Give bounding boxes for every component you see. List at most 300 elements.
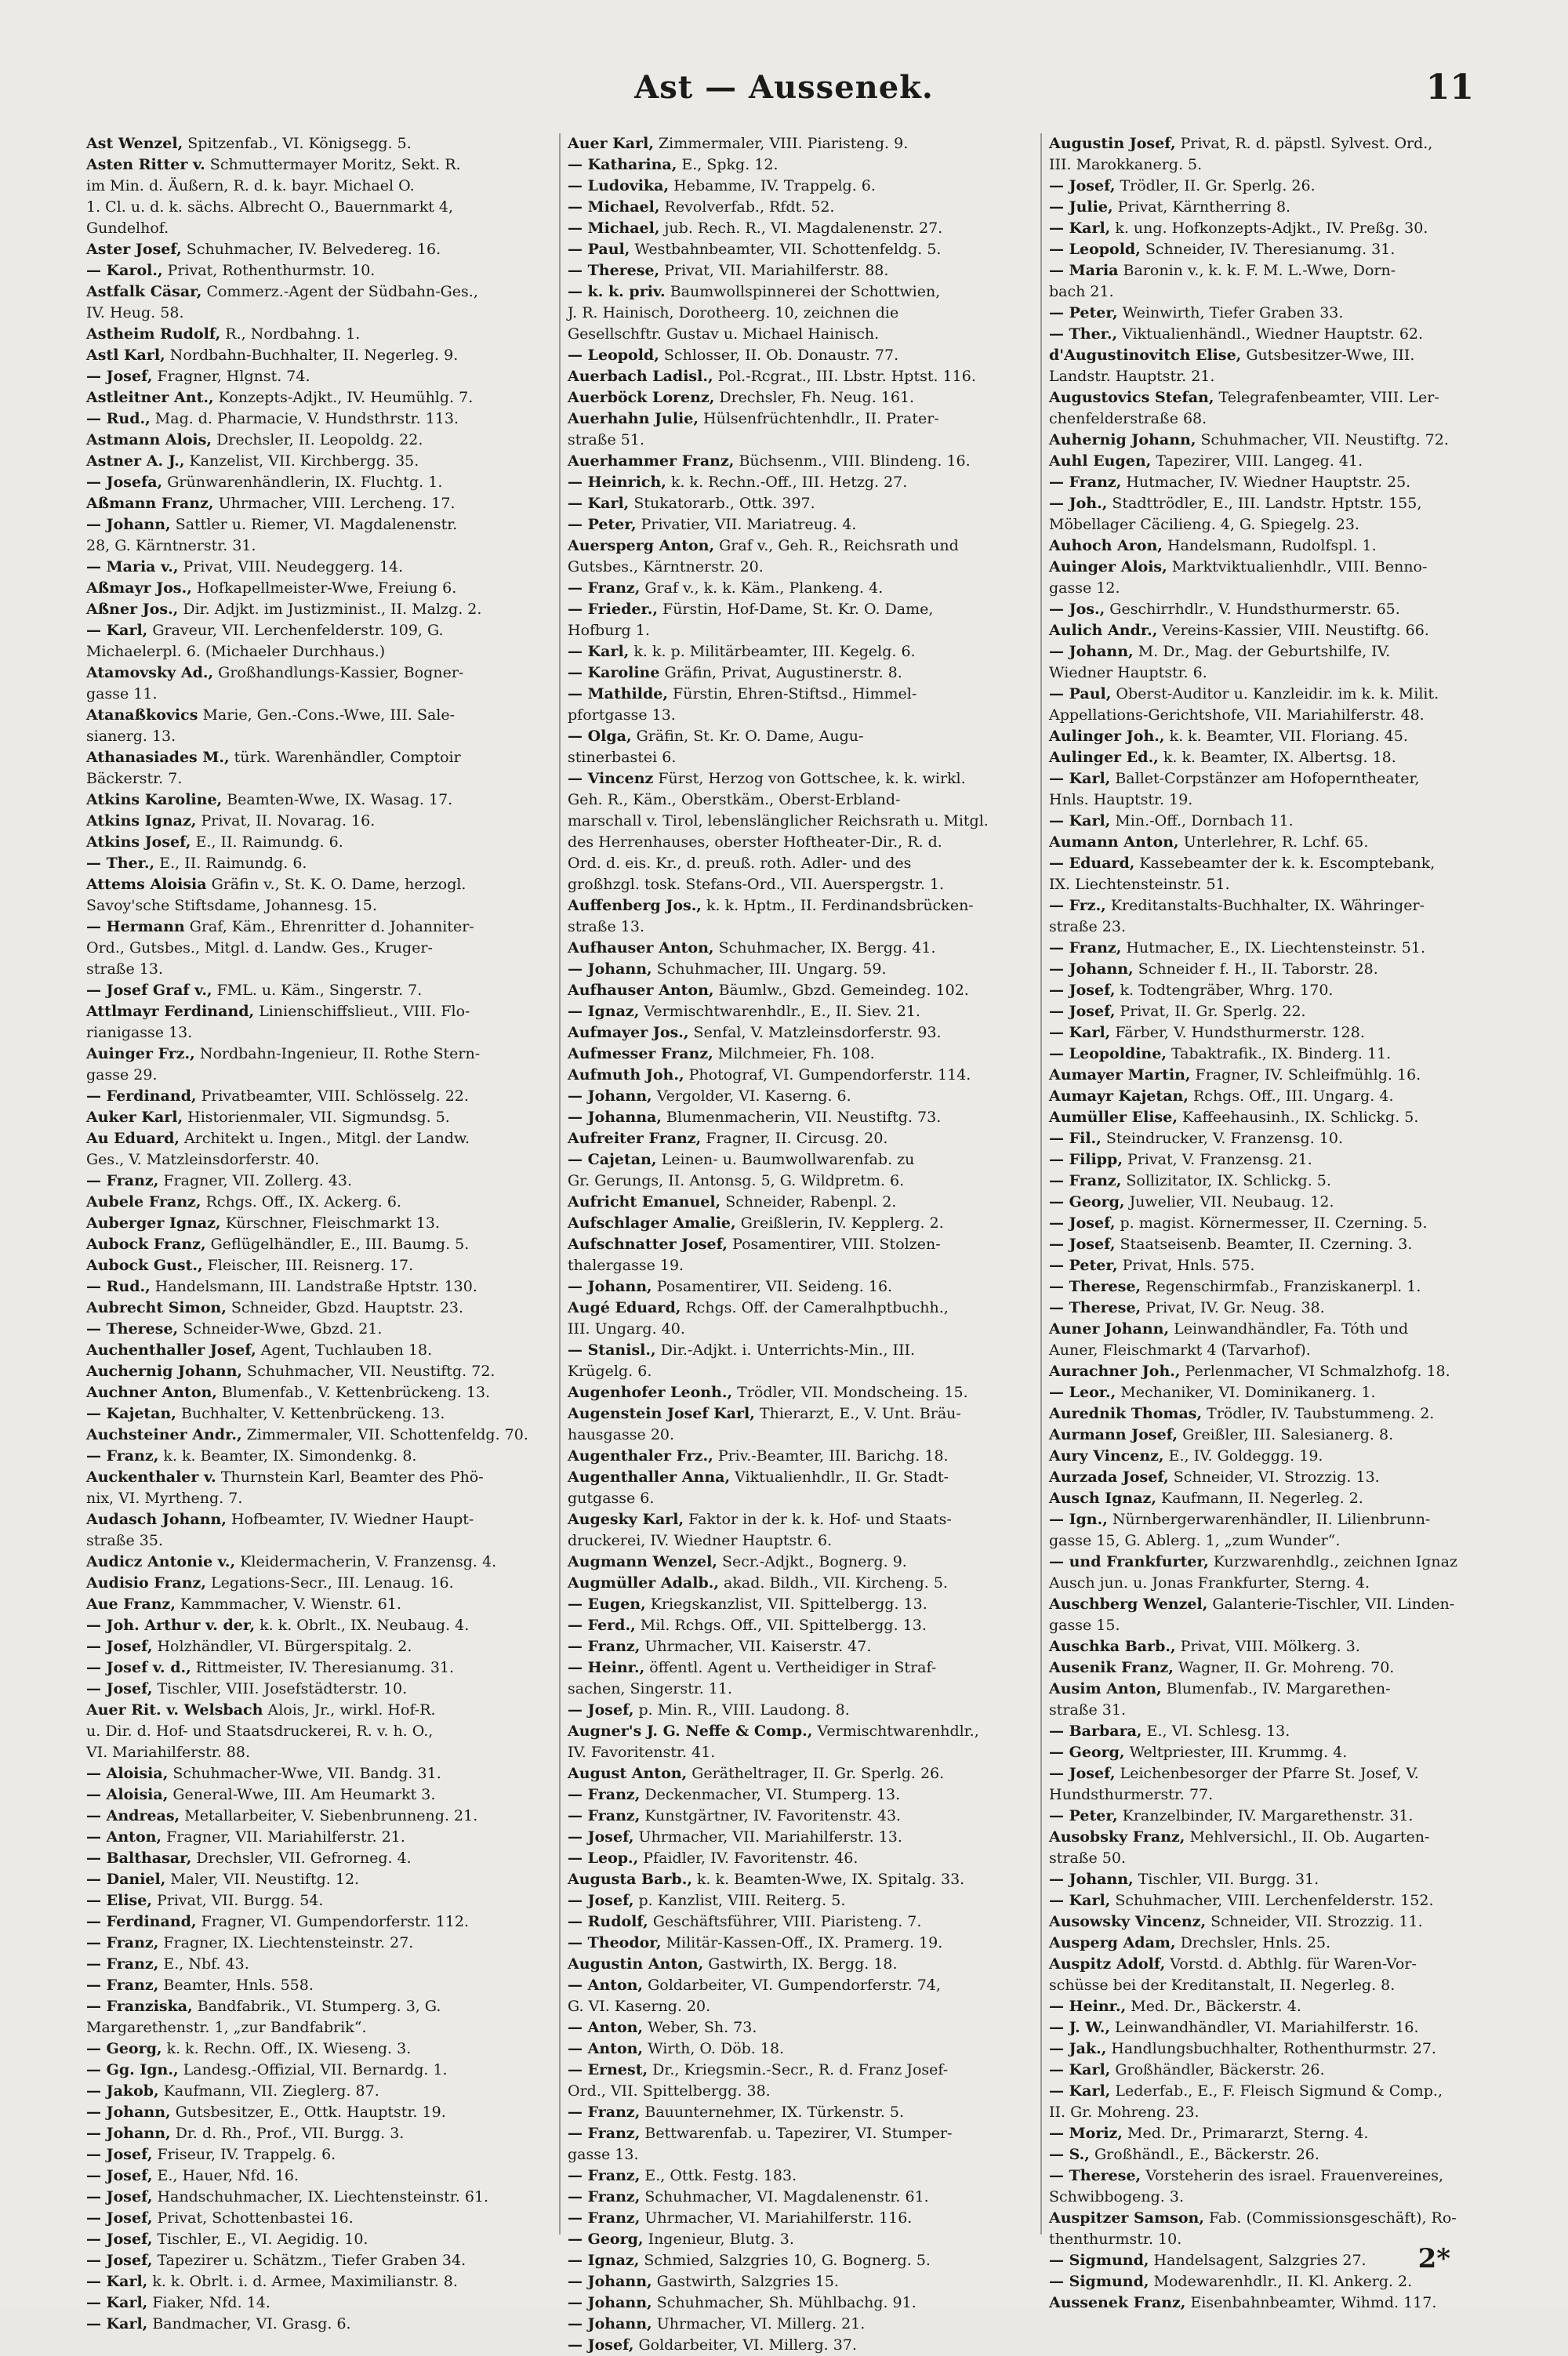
entry-details: marschall v. Tirol, lebenslänglicher Reichsrath u. Mitgl.	[568, 812, 989, 830]
entry-name: — Therese,	[1049, 1299, 1142, 1316]
directory-entry	[568, 874, 1032, 895]
entry-name: — Paul,	[568, 241, 630, 258]
directory-entry	[568, 2017, 1032, 2038]
entry-details: Perlenmacher, VI Schmalzhofg. 18.	[1185, 1363, 1450, 1380]
entry-name: — Ignaz,	[568, 2252, 640, 2269]
directory-entry	[86, 1806, 550, 1827]
entry-name: — Aloisia,	[86, 1765, 169, 1782]
entry-details: Gutsbesitzer, E., Ottk. Hauptstr. 19.	[175, 2104, 446, 2121]
entry-name: Aßmann Franz,	[86, 495, 214, 512]
entry-name: Atamovsky Ad.,	[86, 664, 214, 681]
entry-details: Juwelier, VII. Neubaug. 12.	[1129, 1193, 1334, 1211]
entry-details: Vorstd. d. Abthlg. für Waren-Vor-	[1170, 1955, 1417, 1973]
directory-entry	[568, 1255, 1032, 1276]
directory-entry	[1049, 1636, 1513, 1657]
entry-name: — Johann,	[1049, 643, 1134, 660]
directory-entry	[86, 1403, 550, 1425]
directory-entry	[86, 1594, 550, 1615]
directory-entry	[1049, 1573, 1513, 1594]
entry-details: G. VI. Kaserng. 20.	[568, 1998, 711, 2015]
entry-name: — Franz,	[86, 1977, 159, 1994]
directory-entry	[86, 1530, 550, 1552]
entry-name: Aubele Franz,	[86, 1193, 201, 1211]
entry-details: Secr.-Adjkt., Bognerg. 9.	[721, 1553, 907, 1570]
directory-entry	[568, 2060, 1032, 2081]
entry-details: p. magist. Körnermesser, II. Czerning. 5.	[1120, 1214, 1428, 1232]
entry-details: Marie, Gen.-Cons.-Wwe, III. Sale-	[202, 706, 456, 724]
directory-entry	[1049, 387, 1513, 408]
entry-name: Auerhahn Julie,	[568, 410, 699, 427]
column-divider	[559, 133, 561, 2234]
entry-details: u. Dir. d. Hof- und Staatsdruckerei, R. v. h. O.,	[86, 1723, 434, 1740]
entry-details: Senfal, V. Matzleinsdorferstr. 93.	[693, 1024, 942, 1041]
entry-details: Oberst-Auditor u. Kanzleidir. im k. k. Milit.	[1116, 685, 1439, 702]
entry-details: Großhandlungs-Kassier, Bogner-	[218, 664, 464, 681]
entry-details: Sattler u. Riemer, VI. Magdalenenstr.	[175, 516, 458, 533]
directory-entry	[86, 1784, 550, 1806]
entry-name: — Franz,	[1049, 939, 1122, 957]
entry-details: p. Kanzlist, VIII. Reiterg. 5.	[638, 1892, 846, 1909]
directory-entry	[86, 430, 550, 451]
directory-entry	[1049, 1403, 1513, 1425]
directory-entry	[1049, 768, 1513, 790]
entry-name: — Karol.,	[86, 262, 163, 279]
entry-name: — Karoline	[568, 664, 660, 681]
directory-entry	[568, 684, 1032, 705]
entry-name: d'Augustinovitch Elise,	[1049, 347, 1242, 364]
directory-entry	[1049, 726, 1513, 747]
entry-details: gasse 15.	[1049, 1617, 1120, 1634]
entry-details: chenfelderstraße 68.	[1049, 410, 1207, 427]
entry-details: Leinwandhändler, VI. Mariahilferstr. 16.	[1115, 2019, 1419, 2036]
directory-entry	[568, 2165, 1032, 2187]
entry-details: Fragner, IX. Liechtensteinstr. 27.	[163, 1934, 414, 1951]
directory-entry	[1049, 1065, 1513, 1086]
directory-entry	[568, 1721, 1032, 1742]
directory-entry	[86, 2187, 550, 2208]
entry-details: Bandfabrik., VI. Stumperg. 3, G.	[197, 1998, 441, 2015]
entry-name: Astfalk Cäsar,	[86, 283, 202, 300]
entry-details: Fab. (Commissionsgeschäft), Ro-	[1209, 2209, 1457, 2227]
entry-details: Privatier, VII. Mariatreug. 4.	[641, 516, 857, 533]
directory-entry	[86, 1657, 550, 1679]
entry-details: Gastwirth, IX. Bergg. 18.	[708, 1955, 898, 1973]
directory-entry	[86, 2123, 550, 2144]
entry-details: Dr., Kriegsmin.-Secr., R. d. Franz Josef-	[652, 2061, 949, 2078]
directory-entry	[568, 451, 1032, 472]
column-divider	[1040, 133, 1042, 2234]
entry-details: Trödler, VII. Mondscheing. 15.	[737, 1384, 968, 1401]
directory-entry	[86, 938, 550, 959]
directory-entry	[568, 620, 1032, 641]
entry-name: — Josef,	[1049, 1003, 1116, 1020]
entry-details: Grünwarenhändlerin, IX. Fluchtg. 1.	[167, 474, 443, 491]
entry-details: Faktor in der k. k. Hof- und Staats-	[688, 1511, 952, 1528]
entry-details: Privat, Hnls. 575.	[1122, 1257, 1255, 1274]
entry-details: straße 35.	[86, 1532, 163, 1549]
entry-name: — Therese,	[86, 1320, 179, 1338]
entry-details: IV. Favoritenstr. 41.	[568, 1744, 716, 1761]
entry-details: Landesg.-Offizial, VII. Bernardg. 1.	[183, 2061, 448, 2078]
entry-name: — Peter,	[1049, 1807, 1118, 1824]
directory-entry	[568, 2250, 1032, 2271]
entry-name: Astl Karl,	[86, 347, 165, 364]
entry-details: Schneider, IV. Theresianumg. 31.	[1145, 241, 1396, 258]
entry-name: Auchenthaller Josef,	[86, 1341, 256, 1359]
directory-entry	[568, 1340, 1032, 1361]
entry-name: Aurednik Thomas,	[1049, 1405, 1203, 1422]
entry-name: Augenthaler Frz.,	[568, 1447, 713, 1465]
directory-entry	[568, 514, 1032, 535]
entry-name: — Barbara,	[1049, 1723, 1142, 1740]
directory-entry	[86, 1340, 550, 1361]
directory-entry	[1049, 1171, 1513, 1192]
entry-name: Augustin Anton,	[568, 1955, 704, 1973]
entry-details: Architekt u. Ingen., Mitgl. der Landw.	[184, 1130, 470, 1147]
directory-entry	[1049, 2102, 1513, 2123]
entry-name: Aubrecht Simon,	[86, 1299, 227, 1316]
entry-details: Gr. Gerungs, II. Antonsg. 5, G. Wildpretm. 6.	[568, 1172, 905, 1189]
directory-entry	[86, 1213, 550, 1234]
entry-details: türk. Warenhändler, Comptoir	[234, 749, 461, 766]
entry-name: — Vincenz	[568, 770, 654, 787]
entry-details: Pol.-Rcgrat., III. Lbstr. Hptst. 116.	[717, 368, 976, 385]
entry-details: Agent, Tuchlauben 18.	[260, 1341, 433, 1359]
directory-entry	[1049, 2038, 1513, 2060]
entry-name: — Franz,	[1049, 474, 1122, 491]
directory-entry	[86, 197, 550, 218]
entry-details: thalergasse 19.	[568, 1257, 684, 1274]
directory-entry	[568, 2038, 1032, 2060]
entry-details: Metallarbeiter, V. Siebenbrunneng. 21.	[184, 1807, 478, 1824]
directory-entry	[86, 218, 550, 239]
entry-name: Auerhammer Franz,	[568, 452, 735, 470]
directory-entry	[1049, 1298, 1513, 1319]
entry-details: Kassebeamter der k. k. Escomptebank,	[1139, 855, 1436, 872]
entry-details: hausgasse 20.	[568, 1426, 675, 1443]
entry-name: — Johann,	[568, 1278, 652, 1295]
entry-details: Privat, VIII. Neudeggerg. 14.	[183, 558, 404, 575]
entry-details: Geh. R., Käm., Oberstkäm., Oberst-Erbland-	[568, 791, 901, 808]
entry-name: — Franziska,	[86, 1998, 193, 2015]
entry-details: E., Nbf. 43.	[163, 1955, 249, 1973]
directory-entry	[1049, 1530, 1513, 1552]
directory-entry	[1049, 239, 1513, 260]
directory-entry	[86, 2271, 550, 2292]
directory-entry	[86, 1298, 550, 1319]
directory-entry	[1049, 1022, 1513, 1044]
directory-entry	[1049, 1361, 1513, 1382]
directory-entry	[86, 1044, 550, 1065]
directory-entry	[86, 557, 550, 578]
directory-entry	[86, 2229, 550, 2250]
directory-entry	[568, 747, 1032, 768]
entry-name: — Karl,	[86, 2273, 148, 2290]
directory-entry	[86, 2250, 550, 2271]
entry-details: Graf v., Geh. R., Reichsrath und	[719, 537, 959, 554]
entry-details: Goldarbeiter, VI. Gumpendorferstr. 74,	[648, 1977, 941, 1994]
directory-entry	[568, 1001, 1032, 1022]
directory-entry	[568, 1954, 1032, 1975]
entry-details: Schwibbogeng. 3.	[1049, 2188, 1185, 2205]
directory-entry	[1049, 1996, 1513, 2017]
directory-entry	[1049, 303, 1513, 324]
directory-entry	[1049, 1911, 1513, 1933]
entry-details: Schuhmacher, VI. Magdalenenstr. 61.	[644, 2188, 929, 2205]
entry-name: Astner A. J.,	[86, 452, 185, 470]
directory-entry	[568, 2208, 1032, 2229]
directory-entry	[86, 1742, 550, 1763]
entry-details: Appellations-Gerichtshofe, VII. Mariahilferstr. 48.	[1049, 706, 1425, 724]
entry-details: nix, VI. Myrtheng. 7.	[86, 1490, 243, 1507]
directory-entry	[1049, 1784, 1513, 1806]
entry-details: Privat, II. Novarag. 16.	[201, 812, 376, 830]
entry-name: Auersperg Anton,	[568, 537, 715, 554]
entry-name: — Franz,	[568, 1807, 641, 1824]
directory-entry	[86, 408, 550, 430]
entry-details: schüsse bei der Kreditanstalt, II. Negerleg. 8.	[1049, 1977, 1396, 1994]
entry-details: Privatbeamter, VIII. Schlösselg. 22.	[201, 1087, 469, 1105]
entry-details: Vermischtwarenhdlr., E., II. Siev. 21.	[644, 1003, 920, 1020]
entry-details: k. k. Obrlt., IX. Neubaug. 4.	[260, 1617, 470, 1634]
entry-name: Aulinger Joh.,	[1049, 728, 1165, 745]
entry-name: — Josef,	[568, 1892, 634, 1909]
entry-name: Astleitner Ant.,	[86, 389, 214, 406]
entry-details: Schuhmacher, IX. Bergg. 41.	[718, 939, 936, 957]
entry-name: Ausperg Adam,	[1049, 1934, 1176, 1951]
entry-name: — Josef,	[1049, 177, 1116, 194]
entry-name: — Josef,	[568, 1701, 634, 1719]
entry-details: Vergolder, VI. Kaserng. 6.	[656, 1087, 851, 1105]
entry-name: — Franz,	[86, 1955, 159, 1973]
entry-details: Eisenbahnbeamter, Wihmd. 117.	[1190, 2294, 1437, 2311]
entry-details: Uhrmacher, VI. Mariahilferstr. 116.	[644, 2209, 913, 2227]
entry-details: Privat, II. Gr. Sperlg. 22.	[1120, 1003, 1306, 1020]
directory-entry	[1049, 260, 1513, 281]
entry-details: Nürnbergerwarenhändler, II. Lilienbrunn-	[1112, 1511, 1431, 1528]
entry-name: Augesky Karl,	[568, 1511, 684, 1528]
entry-details: k. k. Hptm., II. Ferdinandsbrücken-	[706, 897, 974, 914]
entry-details: Bäckerstr. 7.	[86, 770, 183, 787]
directory-entry	[1049, 2208, 1513, 2229]
directory-entry	[1049, 2017, 1513, 2038]
entry-details: 1. Cl. u. d. k. sächs. Albrecht O., Bauernmarkt 4,	[86, 198, 454, 216]
entry-name: — Eugen,	[568, 1595, 646, 1613]
entry-details: Fleischer, III. Reisnerg. 17.	[207, 1257, 414, 1274]
directory-entry	[568, 1615, 1032, 1636]
entry-details: Vermischtwarenhdlr.,	[817, 1723, 979, 1740]
directory-entry	[568, 663, 1032, 684]
entry-name: — Anton,	[568, 2019, 644, 2036]
entry-name: — Josef,	[1049, 1214, 1116, 1232]
directory-entry	[568, 853, 1032, 874]
directory-entry	[1049, 1509, 1513, 1530]
entry-details: Thierarzt, E., V. Unt. Bräu-	[759, 1405, 961, 1422]
entry-details: Vorsteherin des israel. Frauenvereines,	[1145, 2167, 1444, 2184]
entry-details: Steindrucker, V. Franzensg. 10.	[1105, 1130, 1344, 1147]
directory-entry	[568, 832, 1032, 853]
entry-name: Aubock Franz,	[86, 1236, 206, 1253]
entry-details: Privat, R. d. päpstl. Sylvest. Ord.,	[1180, 135, 1433, 152]
directory-entry	[86, 599, 550, 620]
entry-details: gasse 11.	[86, 685, 158, 702]
entry-name: Attlmayr Ferdinand,	[86, 1003, 255, 1020]
entry-name: Ausowsky Vincenz,	[1049, 1913, 1207, 1930]
directory-entry	[86, 1128, 550, 1149]
entry-details: Legations-Secr., III. Lenaug. 16.	[211, 1574, 454, 1592]
directory-entry	[86, 2165, 550, 2187]
directory-entry	[568, 239, 1032, 260]
entry-name: Augé Eduard,	[568, 1299, 681, 1316]
directory-entry	[568, 917, 1032, 938]
entry-name: Aue Franz,	[86, 1595, 176, 1613]
directory-entry	[568, 1234, 1032, 1255]
directory-entry	[86, 768, 550, 790]
entry-details: k. ung. Hofkonzepts-Adjkt., IV. Preßg. 30.	[1115, 220, 1428, 237]
directory-entry	[86, 2038, 550, 2060]
entry-details: J. R. Hainisch, Dorotheerg. 10, zeichnen die	[568, 304, 899, 321]
entry-details: Friseur, IV. Trappelg. 6.	[157, 2146, 336, 2163]
directory-entry	[86, 620, 550, 641]
directory-entry	[86, 2060, 550, 2081]
entry-details: Linienschiffslieut., VIII. Flo-	[259, 1003, 470, 1020]
entry-details: k. k. Beamter, IX. Simondenkg. 8.	[163, 1447, 417, 1465]
entry-name: Aulich Andr.,	[1049, 622, 1158, 639]
entry-details: Kanzelist, VII. Kirchbergg. 35.	[189, 452, 419, 470]
entry-name: — Therese,	[568, 262, 660, 279]
entry-details: k. k. p. Militärbeamter, III. Kegelg. 6.	[633, 643, 916, 660]
entry-details: IV. Heug. 58.	[86, 304, 184, 321]
entry-name: — Hermann	[86, 918, 185, 935]
directory-entry	[86, 1975, 550, 1996]
entry-name: — Jos.,	[1049, 601, 1105, 618]
entry-details: stinerbastei 6.	[568, 749, 677, 766]
entry-name: — Franz,	[1049, 1172, 1122, 1189]
directory-entry	[568, 2229, 1032, 2250]
directory-entry	[1049, 853, 1513, 874]
entry-name: — Josef v. d.,	[86, 1659, 191, 1676]
directory-entry	[568, 197, 1032, 218]
entry-details: E., Ottk. Festg. 183.	[644, 2167, 797, 2184]
directory-entry	[1049, 1954, 1513, 1975]
directory-entry	[86, 1933, 550, 1954]
directory-entry	[1049, 514, 1513, 535]
directory-entry	[568, 1827, 1032, 1848]
entry-details: Schneider-Wwe, Gbzd. 21.	[183, 1320, 383, 1338]
entry-details: Dr. d. Rh., Prof., VII. Burgg. 3.	[175, 2125, 405, 2142]
directory-entry	[568, 578, 1032, 599]
entry-details: Regenschirmfab., Franziskanerpl. 1.	[1145, 1278, 1421, 1295]
directory-entry	[568, 1552, 1032, 1573]
entry-details: Telegrafenbeamter, VIII. Ler-	[1218, 389, 1439, 406]
column-1	[86, 133, 550, 2332]
entry-name: — S.,	[1049, 2146, 1090, 2163]
entry-details: Baronin v., k. k. F. M. L.-Wwe, Dorn-	[1123, 262, 1396, 279]
entry-details: Gundelhof.	[86, 220, 169, 237]
entry-name: Ausch Ignaz,	[1049, 1490, 1156, 1507]
entry-details: öffentl. Agent u. Vertheidiger in Straf-	[649, 1659, 937, 1676]
entry-name: — Ludovika,	[568, 177, 670, 194]
entry-name: — Heinrich,	[568, 474, 666, 491]
directory-entry	[568, 726, 1032, 747]
entry-name: — Karl,	[1049, 770, 1111, 787]
entry-details: Min.-Off., Dornbach 11.	[1115, 812, 1294, 830]
entry-name: — Franz,	[568, 1638, 641, 1655]
entry-name: — Franz,	[568, 2188, 641, 2205]
entry-name: — Josefa,	[86, 474, 163, 491]
entry-name: — Franz,	[86, 1172, 159, 1189]
entry-details: Mag. d. Pharmacie, V. Hundsthrstr. 113.	[154, 410, 459, 427]
entry-name: — Johann,	[568, 2315, 652, 2332]
entry-name: Aumann Anton,	[1049, 833, 1179, 851]
directory-entry	[1049, 1276, 1513, 1298]
entry-name: — Johanna,	[568, 1109, 662, 1126]
entry-details: k. k. Beamten-Wwe, IX. Spitalg. 33.	[697, 1871, 965, 1888]
directory-entry	[568, 324, 1032, 345]
entry-name: — Jak.,	[1049, 2040, 1107, 2057]
entry-details: Nordbahn-Ingenieur, II. Rothe Stern-	[199, 1045, 481, 1062]
entry-details: jub. Rech. R., VI. Magdalenenstr. 27.	[664, 220, 943, 237]
entry-name: Augenthaller Anna,	[568, 1468, 731, 1486]
directory-entry	[568, 1657, 1032, 1679]
entry-name: Augmüller Adalb.,	[568, 1574, 719, 1592]
entry-details: Beamten-Wwe, IX. Wasag. 17.	[227, 791, 453, 808]
directory-entry	[568, 1319, 1032, 1340]
entry-name: Asten Ritter v.	[86, 156, 205, 173]
directory-entry	[86, 1001, 550, 1022]
entry-details: Lederfab., E., F. Fleisch Sigmund & Comp.,	[1115, 2082, 1443, 2100]
entry-details: Ballet-Corpstänzer am Hofoperntheater,	[1115, 770, 1420, 787]
entry-details: Pfaidler, IV. Favoritenstr. 46.	[643, 1850, 858, 1867]
directory-entry	[86, 1467, 550, 1488]
entry-details: Vereins-Kassier, VIII. Neustiftg. 66.	[1162, 622, 1429, 639]
entry-name: — Kajetan,	[86, 1405, 176, 1422]
entry-details: Commerz.-Agent der Südbahn-Ges.,	[206, 283, 478, 300]
entry-details: straße 31.	[1049, 1701, 1126, 1719]
directory-entry	[86, 472, 550, 493]
directory-entry	[568, 599, 1032, 620]
entry-name: — Ferdinand,	[86, 1913, 197, 1930]
entry-name: Audicz Antonie v.,	[86, 1553, 236, 1570]
entry-details: Revolverfab., Rfdt. 52.	[664, 198, 835, 216]
entry-name: Aury Vincenz,	[1049, 1447, 1164, 1465]
directory-entry	[86, 303, 550, 324]
directory-entry	[568, 1890, 1032, 1911]
entry-details: Viktualienhändl., Wiedner Hauptstr. 62.	[1122, 325, 1424, 343]
directory-entry	[86, 1552, 550, 1573]
entry-details: Zimmermaler, VIII. Piaristeng. 9.	[658, 135, 909, 152]
directory-entry	[86, 1890, 550, 1911]
directory-entry	[1049, 747, 1513, 768]
directory-entry	[86, 1954, 550, 1975]
entry-name: Aurzada Josef,	[1049, 1468, 1169, 1486]
entry-details: Gerätheltrager, II. Gr. Sperlg. 26.	[691, 1765, 945, 1782]
directory-entry	[568, 1679, 1032, 1700]
entry-details: Handschuhmacher, IX. Liechtensteinstr. 61.	[157, 2188, 489, 2205]
entry-details: Wirth, O. Döb. 18.	[648, 2040, 785, 2057]
entry-details: Kaufmann, II. Negerleg. 2.	[1161, 1490, 1363, 1507]
entry-name: — Sigmund,	[1049, 2273, 1149, 2290]
entry-details: Schuhmacher, Sh. Mühlbachg. 91.	[656, 2294, 916, 2311]
directory-entry	[86, 1319, 550, 1340]
directory-entry	[568, 281, 1032, 303]
directory-entry	[568, 1128, 1032, 1149]
entry-details: IX. Liechtensteinstr. 51.	[1049, 876, 1230, 893]
directory-entry	[568, 1044, 1032, 1065]
directory-entry	[86, 154, 550, 176]
entry-details: E., II. Raimundg. 6.	[195, 833, 343, 851]
entry-details: k. k. Beamter, VII. Floriang. 45.	[1169, 728, 1408, 745]
